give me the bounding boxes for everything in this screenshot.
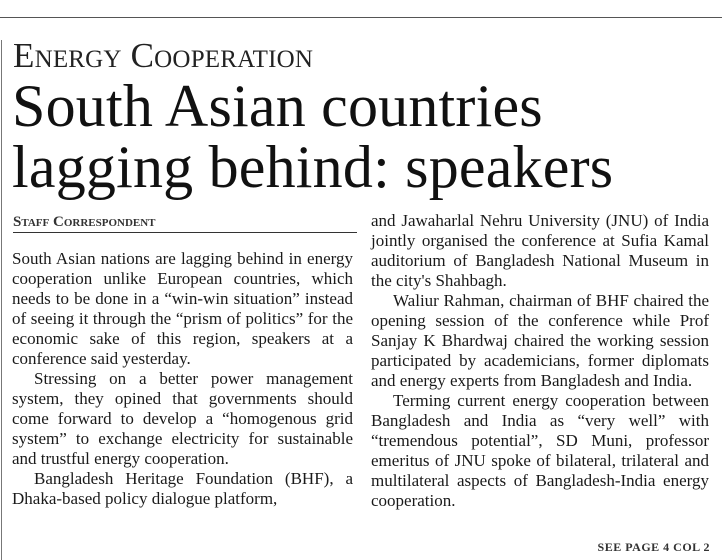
paragraph: South Asian nations are lagging behind in energy cooperation unlike European countries, which needs to be done in a “win-win situation” instead of seeing it through the “prism of politics” for the economic sake of this region, speakers at a conference said yesterday. <box>12 249 353 368</box>
paragraph: Bangladesh Heritage Foundation (BHF), a Dhaka-based policy dialogue platform, <box>12 469 353 508</box>
side-rule <box>1 40 2 560</box>
top-rule <box>0 17 722 18</box>
kicker: Energy Cooperation <box>13 36 314 75</box>
headline-line-1: South Asian countries <box>12 73 543 139</box>
jump-line[interactable]: SEE PAGE 4 COL 2 <box>597 540 710 554</box>
paragraph: Waliur Rahman, chairman of BHF chaired the opening session of the conference while Prof Sanjay K Bhardwaj chaired the working session participated by academicians, former diplomats and energy experts from Bangladesh and India. <box>371 291 709 390</box>
paragraph: and Jawaharlal Nehru University (JNU) of India jointly organised the conference at Sufia Kamal auditorium of Bangladesh National Museum in the city's Shahbagh. <box>371 211 709 290</box>
byline: Staff Correspondent <box>13 213 357 233</box>
headline-line-2: lagging behind: speakers <box>12 134 614 200</box>
paragraph: Stressing on a better power management system, they opined that governments should come forward to develop a “homogenous grid system” to exchange electricity for sustainable and trustful energy cooperation. <box>12 369 353 468</box>
paragraph: Terming current energy cooperation between Bangladesh and India as “very well” with “tremendous potential”, SD Muni, professor emeritus of JNU spoke of bilateral, trilateral and multilateral aspects of Bangladesh-India energy cooperation. <box>371 391 709 510</box>
headline <box>12 73 712 200</box>
article-column-right <box>371 211 709 511</box>
article-column-left <box>12 249 353 509</box>
